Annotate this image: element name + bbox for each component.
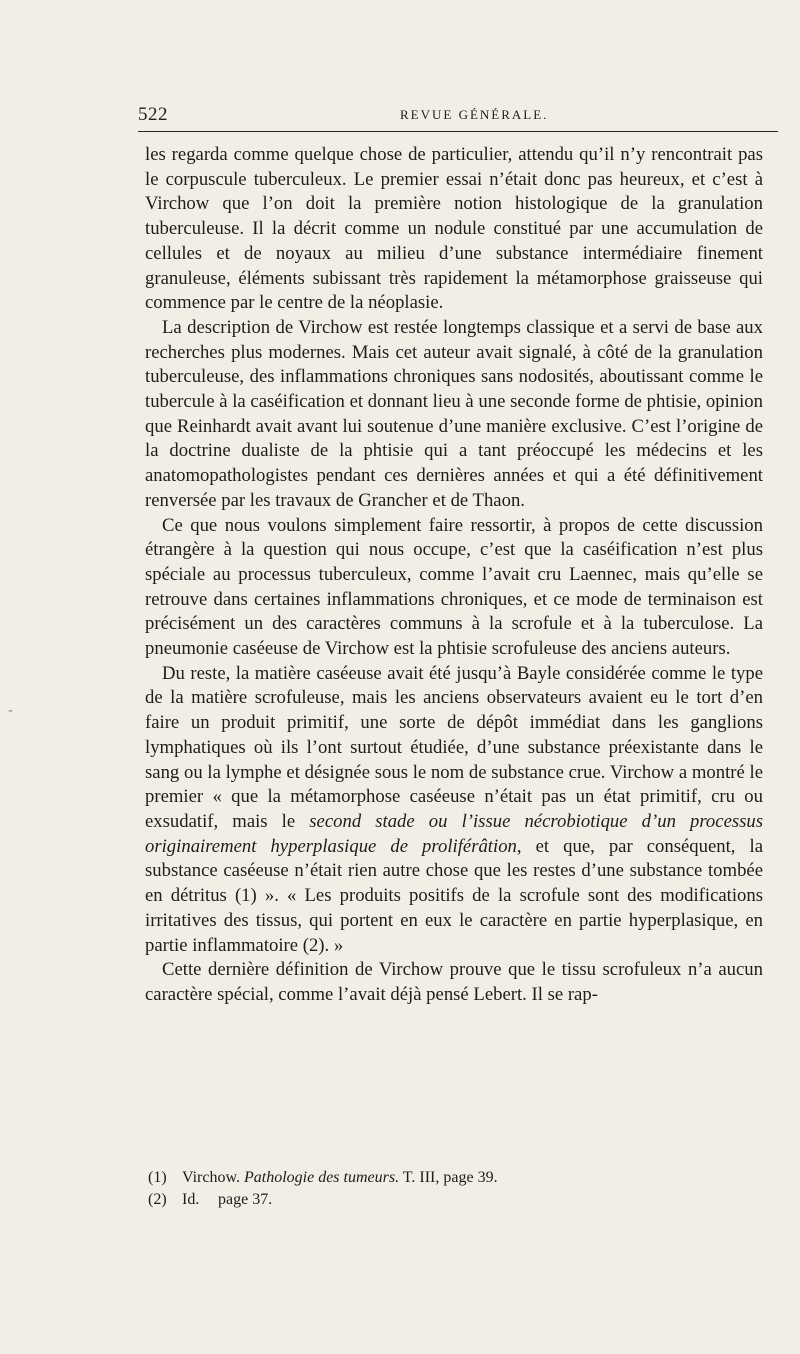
paragraph: Ce que nous voulons simplement faire ressortir, à propos de cette discussion étrangère à la question qui nous occupe, c’est que la caséification n’est plus spéciale au processus tuberculeux, comme l’avait cru Laennec, mais qu’elle se retrouve dans certaines inflammations chroniques, et ce mode de terminaison est précisément un des caractères communs à la scrofule et à la tuberculose. La pneumonie caséeuse de Virchow est la phtisie scrofuleuse des anciens auteurs. (145, 514, 763, 660)
margin-mark: - (8, 703, 14, 719)
running-head: REVUE GÉNÉRALE. (400, 107, 549, 122)
footnote-mark: (1) (148, 1169, 167, 1186)
header-rule (138, 131, 778, 132)
paragraph: La description de Virchow est restée longtemps classique et a servi de base aux recherches plus modernes. Mais cet auteur avait signalé, à côté de la granulation tuberculeuse, des inflammations chroniques sans nodosités, aboutissant comme le tubercule à la caséification et donnant lieu à une seconde forme de phtisie, opinion que Reinhardt avait avant lui soutenue d’une manière exclusive. C’est l’origine de la doctrine dualiste de la phtisie qui a tant préoccupé les médecins et les anatomopathologistes pendant ces dernières années et qui a été définitivement renversée par les travaux de Grancher et de Thaon. (145, 316, 763, 511)
footnote-mark: (2) (148, 1191, 167, 1208)
footnote (148, 1167, 748, 1189)
paragraph-text: , et que, par conséquent, la substance caséeuse n’était rien autre chose que les restes d’une substance tombée en détritus (1) ». « Les produits positifs de la scrofule sont des modifications irritatives des tissus, qui portent en eux le caractère en partie hyperplasique, en partie inflammatoire (2). » (145, 835, 763, 956)
page-header (138, 104, 778, 128)
paragraph-text: Du reste, la matière caséeuse avait été jusqu’à Bayle considérée comme le type de la matière scrofuleuse, mais les anciens observateurs avaient eu le tort d’en faire un produit primitif, une sorte de dépôt immédiat dans les ganglions lymphatiques où ils l’ont surtout étudiée, d’une substance préexistante dans le sang ou la lymphe et désignée sous le nom de substance crue. Virchow a montré le premier « que la métamorphose caséeuse n’était pas un état primitif, cru ou exsudatif, (145, 662, 763, 832)
footnote-title: Pathologie des tumeurs. (243, 1169, 400, 1186)
page-number: 522 (138, 104, 168, 125)
italic-quote: second stade ou l’issue nécrobiotique d’un processus originairement hyperplasique de proliférâtion (145, 810, 764, 857)
paragraph: Cette dernière définition de Virchow prouve que le tissu scrofuleux n’a aucun caractère spécial, comme l’avait déjà pensé Lebert. Il se rap- (145, 959, 763, 1005)
footnote-ref: T. III, page 39. (402, 1169, 498, 1186)
paragraph-text: mais le (232, 810, 310, 832)
paragraph (145, 662, 763, 958)
footnote (148, 1189, 748, 1211)
footnote-ref: page 37. (218, 1191, 273, 1208)
footnote-author: Virchow. (182, 1169, 240, 1186)
footnote-author: Id. (182, 1191, 200, 1208)
footnotes (148, 1167, 748, 1211)
body-text (145, 143, 763, 1008)
paragraph: les regarda comme quelque chose de particulier, attendu qu’il n’y rencontrait pas le corpuscule tuberculeux. Le premier essai n’était donc pas heureux, et c’est à Virchow que l’on doit la première notion histologique de la granulation tuberculeuse. Il la décrit comme un nodule constitué par une accumulation de cellules et de noyaux au milieu d’une substance intermédiaire finement granuleuse, éléments subissant très rapidement la métamorphose graisseuse qui commence par le centre de la néoplasie. (145, 144, 763, 314)
